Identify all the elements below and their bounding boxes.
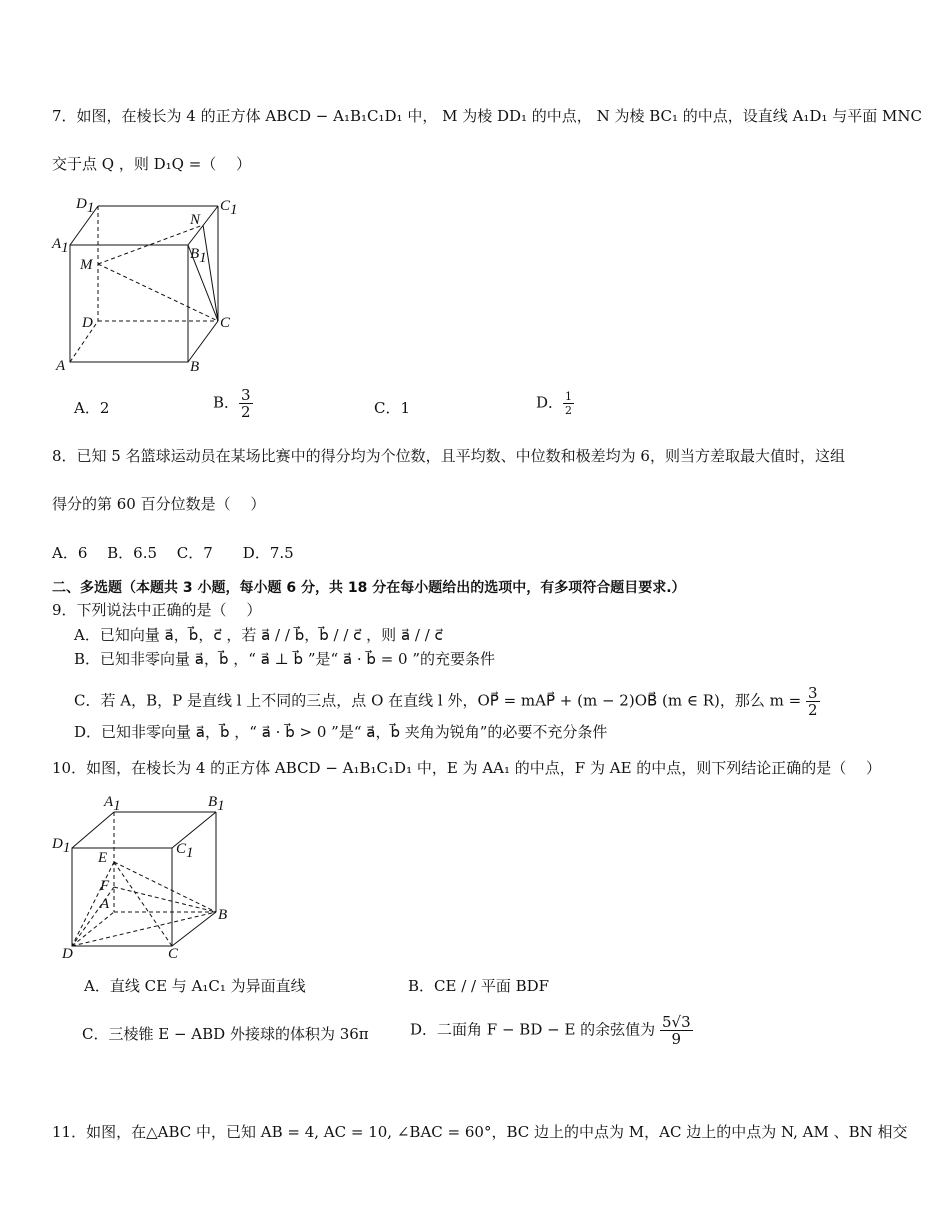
q7-option-b: B． $\frac{3}{2}$ xyxy=(213,386,251,421)
q10-option-c: C．三棱锥 E − ABD 外接球的体积为 36π xyxy=(82,1025,369,1043)
q7-option-b-fraction: $\frac{3}{2}$ xyxy=(241,386,251,421)
q7-label-M: M xyxy=(80,257,93,273)
q8-stem-line1: 8．已知 5 名篮球运动员在某场比赛中的得分均为个位数，且平均数、中位数和极差均为 6，则当方差取最大值时，这组 xyxy=(52,447,845,465)
q9-option-a: A．已知向量 a⃗，b⃗，c⃗ ，若 a⃗ / / b⃗，b⃗ / / c⃗ ，则 a⃗ / / c⃗ xyxy=(74,626,443,644)
q11-stem: 11．如图，在△ABC 中，已知 AB = 4, AC = 10, ∠BAC = 60°，BC 边上的中点为 M，AC 边上的中点为 N, AM 、BN 相交 xyxy=(52,1123,908,1141)
q10-option-d-fraction: $\frac{5√3}{9}$ xyxy=(661,1013,691,1048)
q9-option-d: D．已知非零向量 a⃗，b⃗ ，“ a⃗ · b⃗ > 0 ”是“ a⃗，b⃗ 夹角为锐角”的必要不充分条件 xyxy=(74,723,608,741)
q10-label-B: B xyxy=(218,907,228,923)
q7-label-C1: C1 xyxy=(220,198,238,218)
q9-option-c-fraction: $\frac{3}{2}$ xyxy=(808,684,818,719)
q7-option-d-fraction: $\frac{1}{2}$ xyxy=(565,390,573,417)
q10-label-D1: D1 xyxy=(52,836,71,856)
q7-stem-line2: 交于点 Q ，则 D₁Q =（ ） xyxy=(52,155,252,173)
q7-label-B1: B1 xyxy=(190,246,207,266)
q7-option-c: C．1 xyxy=(374,399,411,417)
q10-label-C1: C1 xyxy=(176,841,194,861)
q7-option-d: D． $\frac{1}{2}$ xyxy=(536,390,573,417)
q7-label-A: A xyxy=(56,358,66,374)
q7-option-a: A．2 xyxy=(74,399,110,417)
q7-stem-line1: 7．如图，在棱长为 4 的正方体 ABCD − A₁B₁C₁D₁ 中， M 为棱 DD₁ 的中点， N 为棱 BC₁ 的中点，设直线 A₁D₁ 与平面 MNC xyxy=(52,107,922,125)
q9-option-c: C．若 A，B，P 是直线 l 上不同的三点，点 O 在直线 l 外，OP⃗ = mAP⃗ + (m − 2)OB⃗ (m ∈ R)，那么 m = $\frac{3}{2}$ xyxy=(74,684,818,719)
q10-label-A: A xyxy=(100,896,110,912)
q10-label-D: D xyxy=(62,946,73,962)
q7-label-D: D xyxy=(82,315,93,331)
section2-heading: 二、多选题（本题共 3 小题，每小题 6 分，共 18 分在每小题给出的选项中，有多项符合题目要求.） xyxy=(52,580,686,596)
q10-label-C: C xyxy=(168,946,179,962)
q7-label-B: B xyxy=(190,359,200,375)
q10-cube-figure xyxy=(48,790,248,970)
q7-label-D1: D1 xyxy=(76,196,95,216)
q10-label-A1: A1 xyxy=(104,794,121,814)
q10-label-B1: B1 xyxy=(208,794,225,814)
q10-option-d: D．二面角 F − BD − E 的余弦值为 $\frac{5√3}{9}$ xyxy=(410,1013,691,1048)
q7-label-A1: A1 xyxy=(52,236,69,256)
q9-option-b: B．已知非零向量 a⃗，b⃗ ，“ a⃗ ⊥ b⃗ ”是“ a⃗ · b⃗ = 0 ”的充要条件 xyxy=(74,650,496,668)
q7-label-C: C xyxy=(220,315,231,331)
q10-option-b: B．CE / / 平面 BDF xyxy=(408,977,550,995)
q7-cube-figure xyxy=(48,190,248,380)
q9-stem: 9．下列说法中正确的是（ ） xyxy=(52,601,262,619)
q8-options: A．6 B．6.5 C．7 D．7.5 xyxy=(52,544,294,562)
q10-label-E: E xyxy=(98,850,108,866)
q10-label-F: F xyxy=(100,878,110,894)
q10-stem: 10．如图，在棱长为 4 的正方体 ABCD − A₁B₁C₁D₁ 中，E 为 AA₁ 的中点，F 为 AE 的中点，则下列结论正确的是（ ） xyxy=(52,759,882,777)
q10-option-a: A．直线 CE 与 A₁C₁ 为异面直线 xyxy=(84,977,306,995)
q8-stem-line2: 得分的第 60 百分位数是（ ） xyxy=(52,495,266,513)
q7-label-N: N xyxy=(190,212,201,228)
